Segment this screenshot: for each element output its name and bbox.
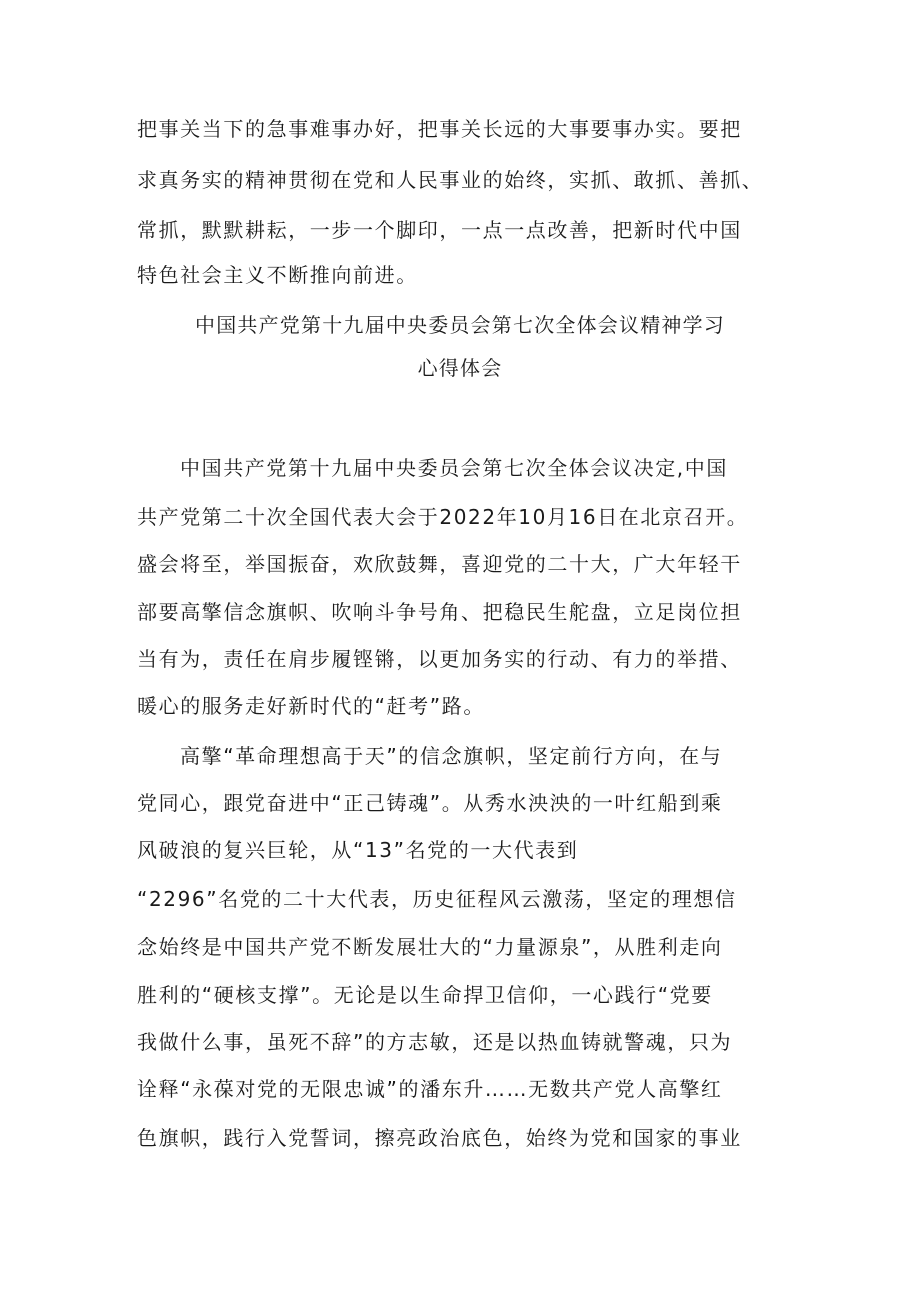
document-subtitle: 心得体会 [417,356,503,380]
body-text-line: 我做什么事，虽死不辞”的方志敏，还是以热血铸就警魂，只为 [137,1030,733,1054]
body-text-line: 风破浪的复兴巨轮，从“13”名党的一大代表到 [137,838,579,862]
body-text-line: “2296”名党的二十大代表，历史征程风云激荡，坚定的理想信 [137,887,737,911]
body-text-line: 胜利的“硬核支撑”。无论是以生命捍卫信仰，一心践行“党要 [137,983,713,1007]
document-title: 中国共产党第十九届中央委员会第七次全体会议精神学习 [195,313,725,337]
body-text-line: 高擎“革命理想高于天”的信念旗帜，坚定前行方向，在与 [180,744,723,768]
body-text-line: 常抓，默默耕耘，一步一个脚印，一点一点改善，把新时代中国 [137,218,742,242]
body-text-line: 把事关当下的急事难事办好，把事关长远的大事要事办实。要把 [137,117,742,141]
body-text-line: 念始终是中国共产党不断发展壮大的“力量源泉”，从胜利走向 [137,935,723,959]
body-text-line: 当有为，责任在肩步履铿锵，以更加务实的行动、有力的举措、 [137,647,742,671]
body-text-line: 中国共产党第十九届中央委员会第七次全体会议决定,中国 [180,456,728,480]
body-text-line: 求真务实的精神贯彻在党和人民事业的始终，实抓、敢抓、善抓、 [137,168,764,192]
body-text-line: 盛会将至，举国振奋，欢欣鼓舞，喜迎党的二十大，广大年轻干 [137,552,742,576]
body-text-line: 暖心的服务走好新时代的“赶考”路。 [137,694,485,718]
body-text-line: 部要高擎信念旗帜、吹响斗争号角、把稳民生舵盘，立足岗位担 [137,600,742,624]
body-text-line: 特色社会主义不断推向前进。 [137,263,418,287]
body-text-line: 诠释“永葆对党的无限忠诚”的潘东升……无数共产党人高擎红 [137,1077,723,1101]
body-text-line: 共产党第二十次全国代表大会于2022年10月16日在北京召开。 [137,505,749,529]
body-text-line: 色旗帜，践行入党誓词，擦亮政治底色，始终为党和国家的事业 [137,1126,742,1150]
body-text-line: 党同心，跟党奋进中“正己铸魂”。从秀水泱泱的一叶红船到乘 [137,791,723,815]
